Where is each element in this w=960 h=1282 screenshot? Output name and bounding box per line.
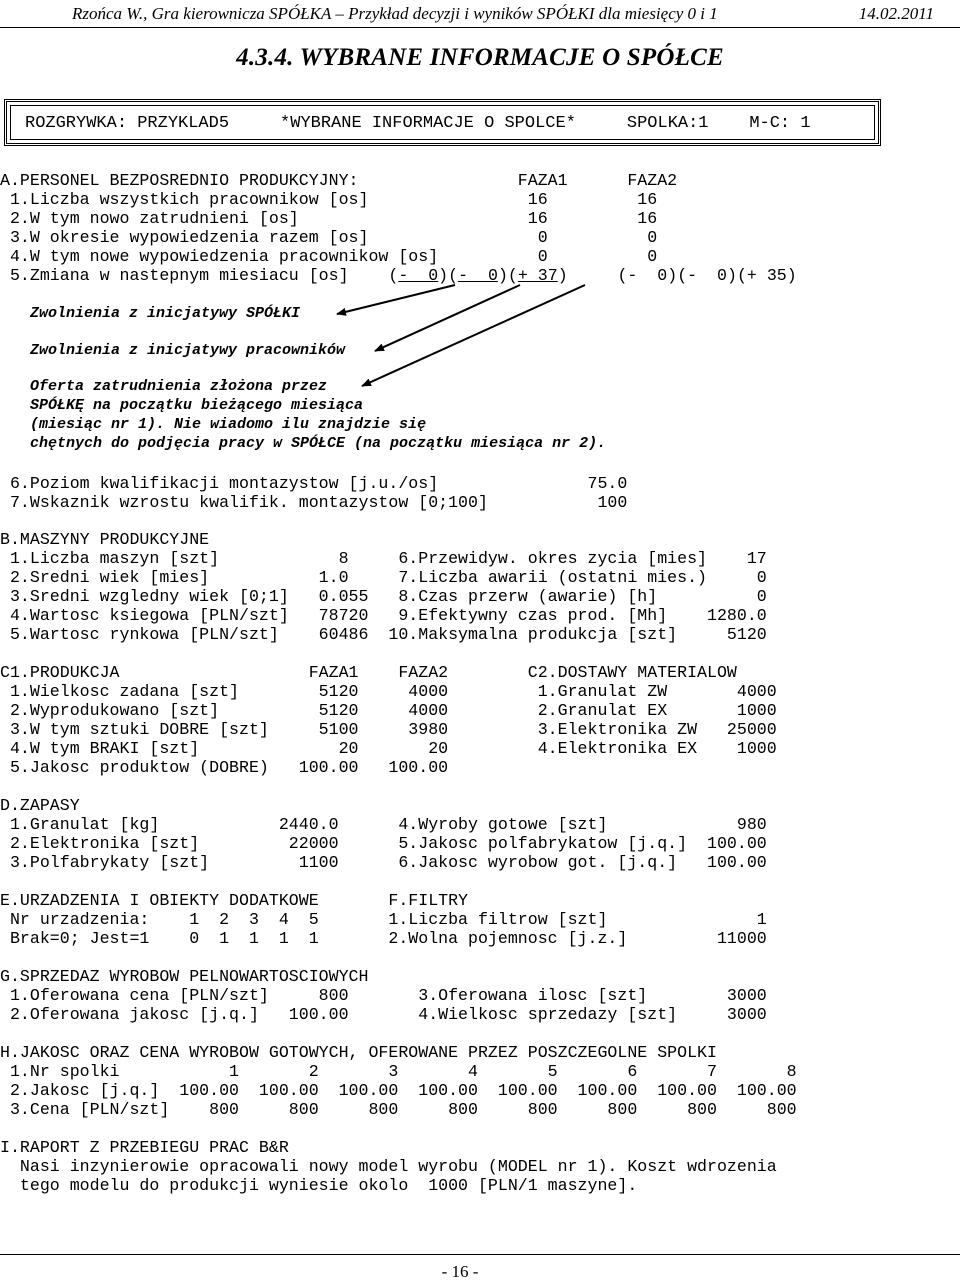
body-line: 3.W tym sztuki DOBRE [szt] 5100 3980 3.Elektronika ZW 25000 — [0, 720, 777, 739]
arrow-to-employee-dismissals — [375, 285, 520, 351]
arrow-to-company-dismissals — [337, 285, 455, 314]
body-line: 3.Cena [PLN/szt] 800 800 800 800 800 800 800 800 — [0, 1100, 797, 1119]
running-header-title: Rzońca W., Gra kierownicza SPÓŁKA – Przykład decyzji i wyników SPÓŁKI dla miesięcy 0 i 1 — [72, 4, 718, 23]
body-line: 5.Jakosc produktow (DOBRE) 100.00 100.00 — [0, 758, 449, 777]
row5-value-a: - 0 — [398, 266, 439, 285]
annotation-offer-line-4: chętnych do podjęcia pracy w SPÓŁCE (na początku miesiąca nr 2). — [30, 435, 607, 452]
section-title: 4.3.4. WYBRANE INFORMACJE O SPÓŁCE — [236, 44, 724, 71]
row5-value-b: - 0 — [458, 266, 498, 285]
annotation-offer-line-1: Oferta zatrudnienia złożona przez — [30, 378, 328, 395]
arrow-to-offer — [362, 285, 585, 386]
body-line: 1.Liczba maszyn [szt] 8 6.Przewidyw. okres zycia [mies] 17 — [0, 549, 767, 568]
body-line: 2.Wyprodukowano [szt] 5120 4000 2.Granulat EX 1000 — [0, 701, 777, 720]
body-line: D.ZAPASY — [0, 796, 80, 815]
body-line: 1.Oferowana cena [PLN/szt] 800 3.Oferowana ilosc [szt] 3000 — [0, 986, 767, 1005]
qualif-row-7: 7.Wskaznik wzrostu kwalifik. montazystow [0;100] 100 — [0, 493, 628, 512]
body-line: C1.PRODUKCJA FAZA1 FAZA2 C2.DOSTAWY MATERIALOW — [0, 663, 737, 682]
body-line: 3.Sredni wzgledny wiek [0;1] 0.055 8.Czas przerw (awarie) [h] 0 — [0, 587, 767, 606]
row5-sep-1: )( — [438, 266, 459, 285]
body-line: B.MASZYNY PRODUKCYJNE — [0, 530, 210, 549]
body-line: 2.Jakosc [j.q.] 100.00 100.00 100.00 100.00 100.00 100.00 100.00 100.00 — [0, 1081, 797, 1100]
row5-prefix: 5.Zmiana w nastepnym miesiacu [os] ( — [0, 266, 399, 285]
body-line: 1.Nr spolki 1 2 3 4 5 6 7 8 — [0, 1062, 797, 1081]
body-line: I.RAPORT Z PRZEBIEGU PRAC B&R — [0, 1138, 289, 1157]
body-line: E.URZADZENIA I OBIEKTY DODATKOWE F.FILTRY — [0, 891, 469, 910]
running-header-date: 14.02.2011 — [858, 4, 934, 23]
personnel-row-5 — [0, 266, 797, 285]
body-line: Brak=0; Jest=1 0 1 1 1 1 2.Wolna pojemnosc [j.z.] 11000 — [0, 929, 767, 948]
qualif-row-6: 6.Poziom kwalifikacji montazystow [j.u./os] 75.0 — [0, 474, 628, 493]
row5-sep-2: )( — [497, 266, 518, 285]
body-line: Nasi inzynierowie opracowali nowy model wyrobu (MODEL nr 1). Koszt wdrozenia — [0, 1157, 777, 1176]
personnel-row-1: 1.Liczba wszystkich pracownikow [os] 16 16 — [0, 190, 658, 209]
personnel-row-4: 4.W tym nowe wypowiedzenia pracownikow [os] 0 0 — [0, 247, 658, 266]
body-line: 2.Oferowana jakosc [j.q.] 100.00 4.Wielkosc sprzedazy [szt] 3000 — [0, 1005, 767, 1024]
body-line: 1.Wielkosc zadana [szt] 5120 4000 1.Granulat ZW 4000 — [0, 682, 777, 701]
body-line: 2.Elektronika [szt] 22000 5.Jakosc polfabrykatow [j.q.] 100.00 — [0, 834, 767, 853]
page-number: - 16 - — [441, 1262, 479, 1281]
body-line: 1.Granulat [kg] 2440.0 4.Wyroby gotowe [szt] 980 — [0, 815, 767, 834]
body-line: tego modelu do produkcji wyniesie okolo 1000 [PLN/1 maszyne]. — [0, 1176, 638, 1195]
personnel-row-3: 3.W okresie wypowiedzenia razem [os] 0 0 — [0, 228, 658, 247]
footer-rule — [0, 1254, 960, 1255]
body-line: G.SPRZEDAZ WYROBOW PELNOWARTOSCIOWYCH — [0, 967, 369, 986]
body-line: 4.W tym BRAKI [szt] 20 20 4.Elektronika EX 1000 — [0, 739, 777, 758]
annotation-offer-line-3: (miesiąc nr 1). Nie wiadomo ilu znajdzie się — [30, 416, 427, 433]
report-title-box — [4, 99, 881, 146]
annotation-offer-line-2: SPÓŁKĘ na początku bieżącego miesiąca — [30, 397, 364, 414]
annotation-employee-dismissals: Zwolnienia z inicjatywy pracowników — [30, 342, 346, 359]
row5-value-c: + 37 — [517, 266, 558, 285]
header-rule — [0, 27, 960, 28]
body-line: 3.Polfabrykaty [szt] 1100 6.Jakosc wyrobow got. [j.q.] 100.00 — [0, 853, 767, 872]
body-line: 2.Sredni wiek [mies] 1.0 7.Liczba awarii (ostatni mies.) 0 — [0, 568, 767, 587]
body-line: 5.Wartosc rynkowa [PLN/szt] 60486 10.Maksymalna produkcja [szt] 5120 — [0, 625, 767, 644]
body-line: H.JAKOSC ORAZ CENA WYROBOW GOTOWYCH, OFEROWANE PRZEZ POSZCZEGOLNE SPOLKI — [0, 1043, 717, 1062]
personnel-heading: A.PERSONEL BEZPOSREDNIO PRODUKCYJNY: FAZA1 FAZA2 — [0, 171, 678, 190]
personnel-row-2: 2.W tym nowo zatrudnieni [os] 16 16 — [0, 209, 658, 228]
body-line: 4.Wartosc ksiegowa [PLN/szt] 78720 9.Efektywny czas prod. [Mh] 1280.0 — [0, 606, 767, 625]
annotation-company-dismissals: Zwolnienia z inicjatywy SPÓŁKI — [30, 305, 301, 322]
body-line: Nr urzadzenia: 1 2 3 4 5 1.Liczba filtrow [szt] 1 — [0, 910, 767, 929]
row5-suffix: ) (- 0)(- 0)(+ 35) — [557, 266, 797, 285]
report-title-line: ROZGRYWKA: PRZYKLAD5 *WYBRANE INFORMACJE O SPOLCE* SPOLKA:1 M-C: 1 — [25, 114, 811, 133]
